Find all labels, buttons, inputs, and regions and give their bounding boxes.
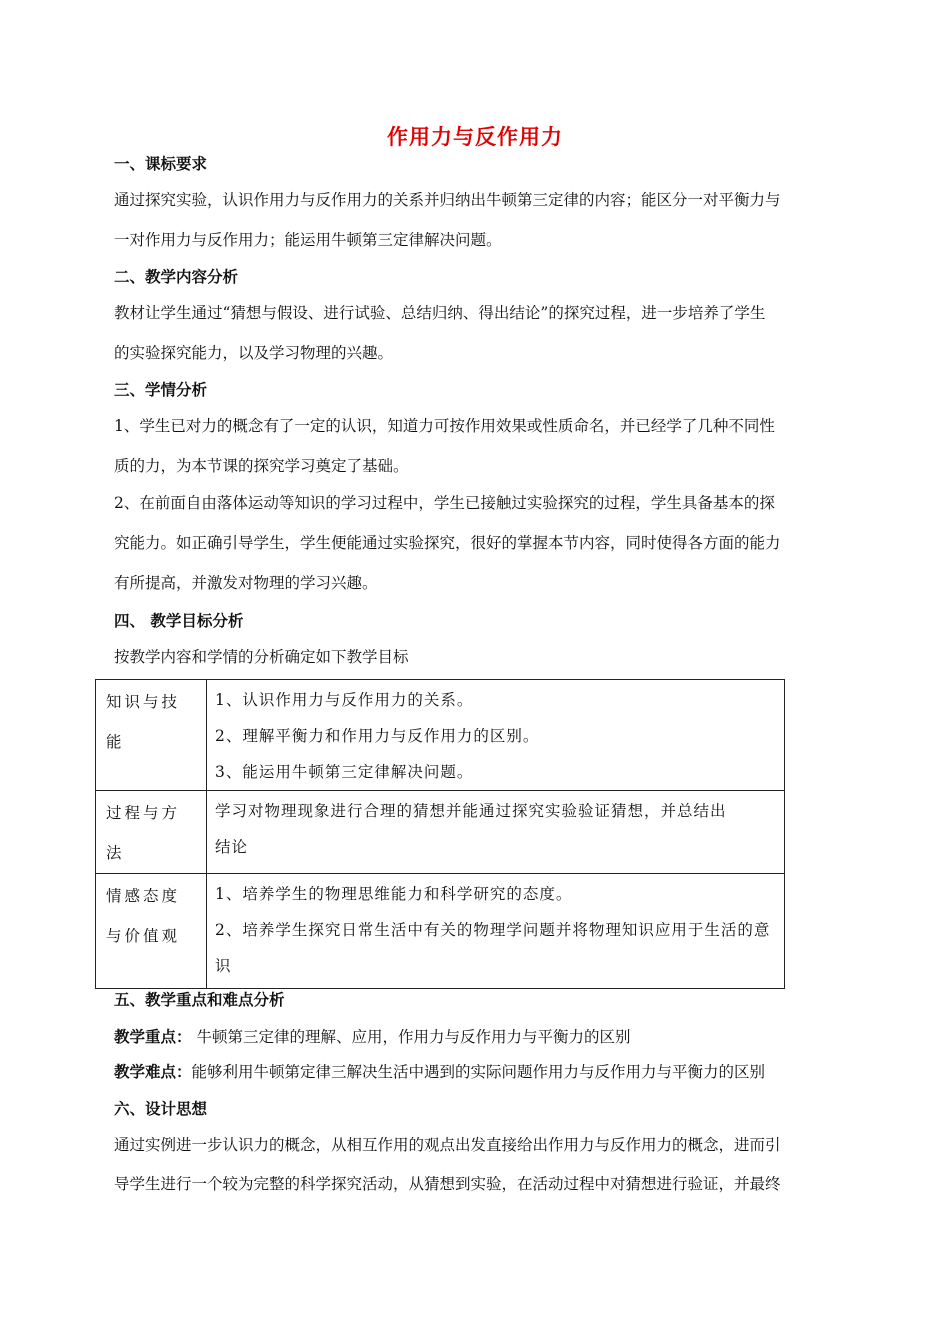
- content-line: 1、培养学生的物理思维能力和科学研究的态度。: [215, 885, 573, 903]
- paragraph-line: 质的力，为本节课的探究学习奠定了基础。: [114, 457, 409, 475]
- content-line: 3、能运用牛顿第三定律解决问题。: [215, 763, 474, 781]
- paragraph-line: 2、在前面自由落体运动等知识的学习过程中，学生已接触过实验探究的过程，学生具备基本的探: [114, 494, 775, 512]
- difficulty-label: 教学难点：: [114, 1063, 192, 1081]
- content-line: 2、理解平衡力和作用力与反作用力的区别。: [215, 727, 540, 745]
- difficulty-line: [114, 1060, 765, 1082]
- table-row: [96, 791, 785, 874]
- label-line: 法: [106, 844, 125, 862]
- paragraph-line: 的实验探究能力，以及学习物理的兴趣。: [114, 344, 394, 362]
- row-content: [207, 874, 785, 989]
- table-row: [96, 874, 785, 989]
- key-point-label: 教学重点：: [114, 1028, 192, 1046]
- row-content: [207, 680, 785, 791]
- heading-design-idea: 六、设计思想: [114, 1100, 208, 1118]
- table-row: [96, 680, 785, 791]
- label-line: 能: [106, 733, 125, 751]
- row-label: [96, 874, 207, 989]
- row-content: [207, 791, 785, 874]
- paragraph-line: 究能力。如正确引导学生，学生便能通过实验探究，很好的掌握本节内容，同时使得各方面的能力: [114, 534, 781, 552]
- content-line: 1、认识作用力与反作用力的关系。: [215, 691, 474, 709]
- objectives-table: [95, 679, 785, 989]
- content-line: 结论: [215, 838, 249, 856]
- paragraph-line: 教材让学生通过“猜想与假设、进行试验、总结归纳、得出结论”的探究过程，进一步培养了学生: [114, 304, 766, 322]
- heading-key-points: 五、教学重点和难点分析: [114, 991, 285, 1009]
- heading-objectives: 四、 教学目标分析: [114, 612, 244, 630]
- paragraph-line: 通过实例进一步认识力的概念，从相互作用的观点出发直接给出作用力与反作用力的概念，进而引: [114, 1136, 781, 1154]
- document-title: 作用力与反作用力: [387, 125, 563, 149]
- heading-curriculum-standards: 一、课标要求: [114, 155, 208, 173]
- label-line: 与价值观: [106, 927, 181, 945]
- key-point-text: 牛顿第三定律的理解、应用，作用力与反作用力与平衡力的区别: [191, 1028, 631, 1046]
- content-line: 识: [215, 957, 232, 975]
- paragraph-line: 有所提高，并激发对物理的学习兴趣。: [114, 574, 378, 592]
- key-point-line: [114, 1025, 630, 1047]
- content-line: 2、培养学生探究日常生活中有关的物理学问题并将物理知识应用于生活的意: [215, 921, 771, 939]
- content-line: 学习对物理现象进行合理的猜想并能通过探究实验验证猜想，并总结出: [215, 802, 727, 820]
- paragraph-line: 通过探究实验，认识作用力与反作用力的关系并归纳出牛顿第三定律的内容；能区分一对平衡力与: [114, 191, 781, 209]
- row-label: [96, 791, 207, 874]
- row-label: [96, 680, 207, 791]
- label-line: 知识与技: [106, 693, 181, 711]
- objectives-intro: 按教学内容和学情的分析确定如下教学目标: [114, 648, 409, 666]
- label-line: 情感态度: [106, 887, 181, 905]
- paragraph-line: 导学生进行一个较为完整的科学探究活动，从猜想到实验，在活动过程中对猜想进行验证，并最终: [114, 1175, 781, 1193]
- heading-content-analysis: 二、教学内容分析: [114, 268, 239, 286]
- paragraph-line: 一对作用力与反作用力；能运用牛顿第三定律解决问题。: [114, 231, 502, 249]
- label-line: 过程与方: [106, 804, 181, 822]
- difficulty-text: 能够利用牛顿第定律三解决生活中遇到的实际问题作用力与反作用力与平衡力的区别: [191, 1063, 766, 1081]
- heading-student-analysis: 三、学情分析: [114, 381, 208, 399]
- paragraph-line: 1、学生已对力的概念有了一定的认识，知道力可按作用效果或性质命名，并已经学了几种不同性: [114, 417, 775, 435]
